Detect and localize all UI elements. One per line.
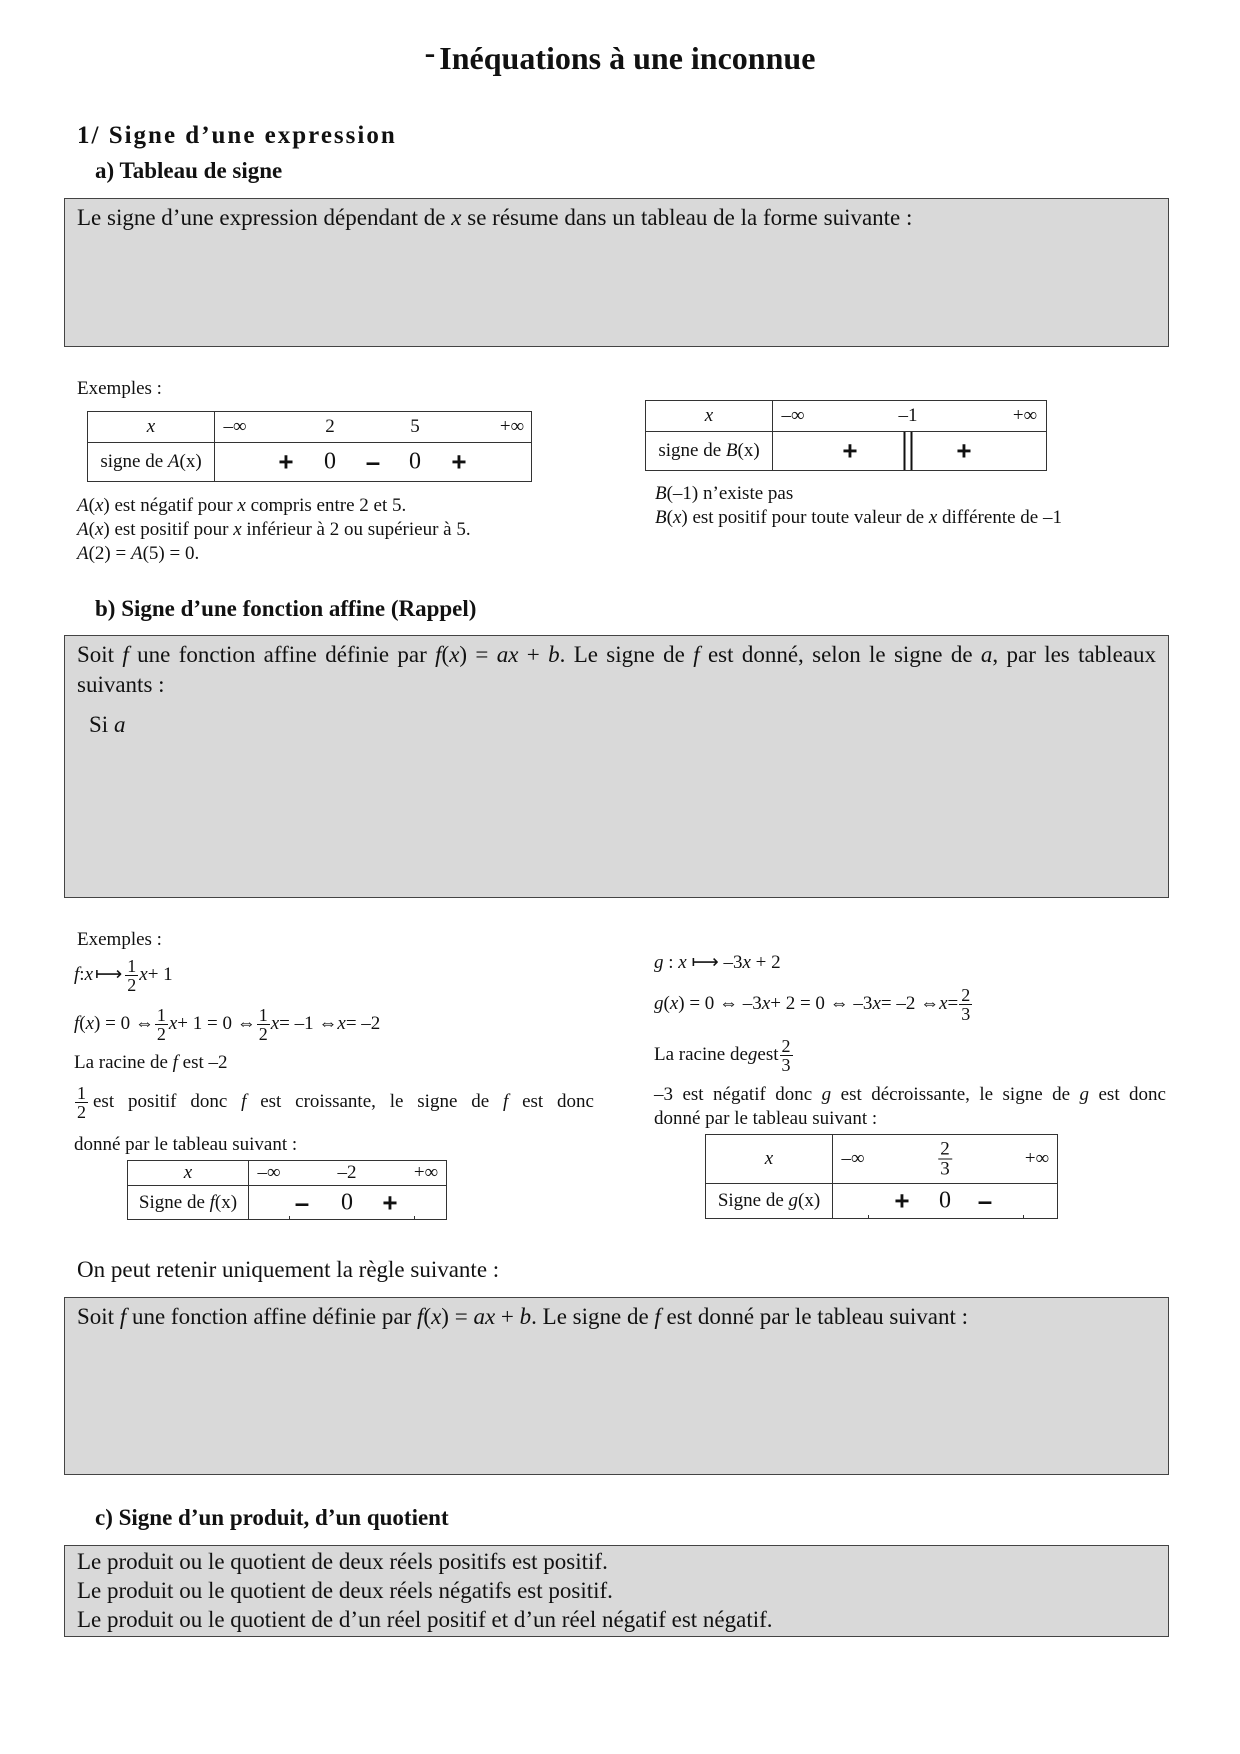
examples-label-b: Exemples :: [77, 929, 162, 950]
header-value: +∞: [1024, 1148, 1050, 1169]
title-dash: -: [424, 34, 436, 70]
fraction: $\frac{1}{2}$: [258, 1004, 268, 1044]
note-line: A(2) = A(5) = 0.: [77, 543, 200, 564]
table-header-values: [215, 412, 532, 443]
page-title: [0, 34, 1240, 77]
rule-text: Soit f une fonction affine définie par f(x) = ax + b. Le signe de f est donné par le tableau suivant :: [77, 1304, 969, 1329]
definition-text-a: Le signe d’une expression dépendant de x se résume dans un tableau de la forme suivante :: [77, 205, 913, 230]
rule-box: [64, 1297, 1169, 1475]
examples-label-a: Exemples :: [77, 378, 162, 399]
rule-intro: On peut retenir uniquement la règle suivante :: [77, 1257, 500, 1282]
header-value: 2: [325, 416, 335, 437]
sign-minus: –: [294, 1187, 310, 1217]
fraction: $\frac{1}{2}$: [156, 1004, 166, 1044]
sign-zero: 0: [341, 1189, 353, 1215]
definition-box-a: [64, 198, 1169, 347]
definition-box-b: [64, 635, 1169, 898]
g-paragraph: –3 est négatif donc g est décroissante, le signe de g est donc: [654, 1084, 1166, 1105]
f-equation: f ( x ) = 0 ⇔ $\frac{1}{2}$ x + 1 = 0 ⇔ $\frac{1}{2}$ x = –1 ⇔ x = –2: [74, 1004, 381, 1044]
header-value: –∞: [841, 1148, 865, 1169]
f-root: La racine de f est –2: [74, 1052, 228, 1073]
table-row-signs: [215, 443, 532, 482]
sign-plus: +: [278, 446, 294, 477]
section-heading: 1/ Signe d’une expression: [77, 122, 397, 149]
tick-mark: [868, 1215, 869, 1219]
header-value: –∞: [781, 405, 805, 426]
notes-A: [77, 494, 471, 566]
header-value: –∞: [223, 416, 247, 437]
table-row-signs: [833, 1184, 1058, 1219]
table-header-x: x: [88, 412, 215, 443]
tick-mark: [1023, 1215, 1024, 1219]
table-header-values: [249, 1161, 447, 1186]
sign-zero: 0: [409, 448, 421, 475]
table-header-values: [833, 1135, 1058, 1184]
header-value: –∞: [257, 1162, 281, 1183]
forbidden-value-double-bar: [904, 432, 913, 470]
page-title-text: Inéquations à une inconnue: [439, 40, 816, 76]
g-paragraph-end: donné par le tableau suivant :: [654, 1108, 878, 1129]
note-line: A(x) est négatif pour x compris entre 2 et 5.: [77, 495, 407, 516]
table-header-x: x: [706, 1135, 833, 1184]
table-row-label: Signe de g(x): [706, 1184, 833, 1219]
rule-line: Le produit ou le quotient de d’un réel positif et d’un réel négatif est négatif.: [77, 1607, 773, 1632]
table-header-x: x: [646, 401, 773, 432]
sign-table-A: [87, 411, 532, 482]
subsection-a-heading: a) Tableau de signe: [95, 158, 283, 183]
header-value: –2: [337, 1162, 357, 1183]
table-row-label: signe de B(x): [646, 432, 773, 471]
g-definition: g : x ⟼ –3x + 2: [654, 952, 781, 973]
sign-minus: –: [977, 1185, 993, 1216]
header-value: +∞: [1012, 405, 1038, 426]
rule-line: Le produit ou le quotient de deux réels positifs est positif.: [77, 1549, 608, 1574]
sign-minus: –: [365, 446, 381, 477]
table-row-label: Signe de f(x): [128, 1186, 249, 1220]
sign-table-B: [645, 400, 1047, 471]
rule-line: Le produit ou le quotient de deux réels négatifs est positif.: [77, 1578, 613, 1603]
fraction: $\frac{1}{2}$: [77, 1082, 86, 1122]
sign-plus: +: [894, 1185, 910, 1216]
note-line: B(–1) n’existe pas: [655, 483, 794, 504]
example-g: [654, 951, 1166, 1131]
header-value: 5: [410, 416, 420, 437]
header-value: –1: [898, 405, 918, 426]
definition-case-label: Si a: [89, 712, 126, 737]
subsection-c-heading: c) Signe d’un produit, d’un quotient: [95, 1505, 449, 1530]
f-definition: f : x ⟼ $\frac{1}{2}$ x + 1: [74, 955, 173, 995]
notes-B: [655, 482, 1062, 530]
table-row-label: signe de A(x): [88, 443, 215, 482]
subsection-b-heading: b) Signe d’une fonction affine (Rappel): [95, 596, 477, 621]
tick-mark: [414, 1216, 415, 1220]
header-value: +∞: [499, 416, 525, 437]
sign-plus: +: [842, 435, 858, 466]
f-paragraph: $\frac{1}{2}$ est positif donc f est croissante, le signe de f est donc: [77, 1082, 594, 1122]
f-paragraph-end: donné par le tableau suivant :: [74, 1134, 298, 1155]
table-row-signs: [773, 432, 1047, 471]
sign-table-g: [705, 1134, 1058, 1219]
table-header-x: x: [128, 1161, 249, 1186]
table-row-signs: [249, 1186, 447, 1220]
definition-text-b: Soit f une fonction affine définie par f(x) = ax + b. Le signe de f est donné, selon le signe de a, par les tableaux suivants :: [77, 642, 1156, 697]
note-line: A(x) est positif pour x inférieur à 2 ou supérieur à 5.: [77, 519, 471, 540]
sign-plus: +: [382, 1187, 398, 1217]
definition-text-c: [65, 1546, 1168, 1636]
sign-zero: 0: [939, 1187, 951, 1214]
sign-plus: +: [956, 435, 972, 466]
fraction: $\frac{1}{2}$: [127, 955, 137, 995]
note-line: B(x) est positif pour toute valeur de x différente de –1: [655, 507, 1062, 528]
fraction: $\frac{2}{3}$: [781, 1035, 791, 1075]
example-f: [74, 953, 594, 1157]
sign-plus: +: [451, 446, 467, 477]
g-equation: g ( x ) = 0 ⇔ –3 x + 2 = 0 ⇔ –3 x = –2 ⇔ x = $\frac{2}{3}$: [654, 984, 971, 1024]
sign-table-f: [127, 1160, 447, 1220]
tick-mark: [289, 1216, 290, 1220]
g-root: La racine de g est $\frac{2}{3}$: [654, 1035, 791, 1075]
sign-zero: 0: [324, 448, 336, 475]
header-fraction: $\frac{2}{3}$: [940, 1138, 950, 1180]
table-header-values: [773, 401, 1047, 432]
fraction: $\frac{2}{3}$: [961, 984, 971, 1024]
definition-box-c: [64, 1545, 1169, 1637]
header-value: +∞: [413, 1162, 439, 1183]
